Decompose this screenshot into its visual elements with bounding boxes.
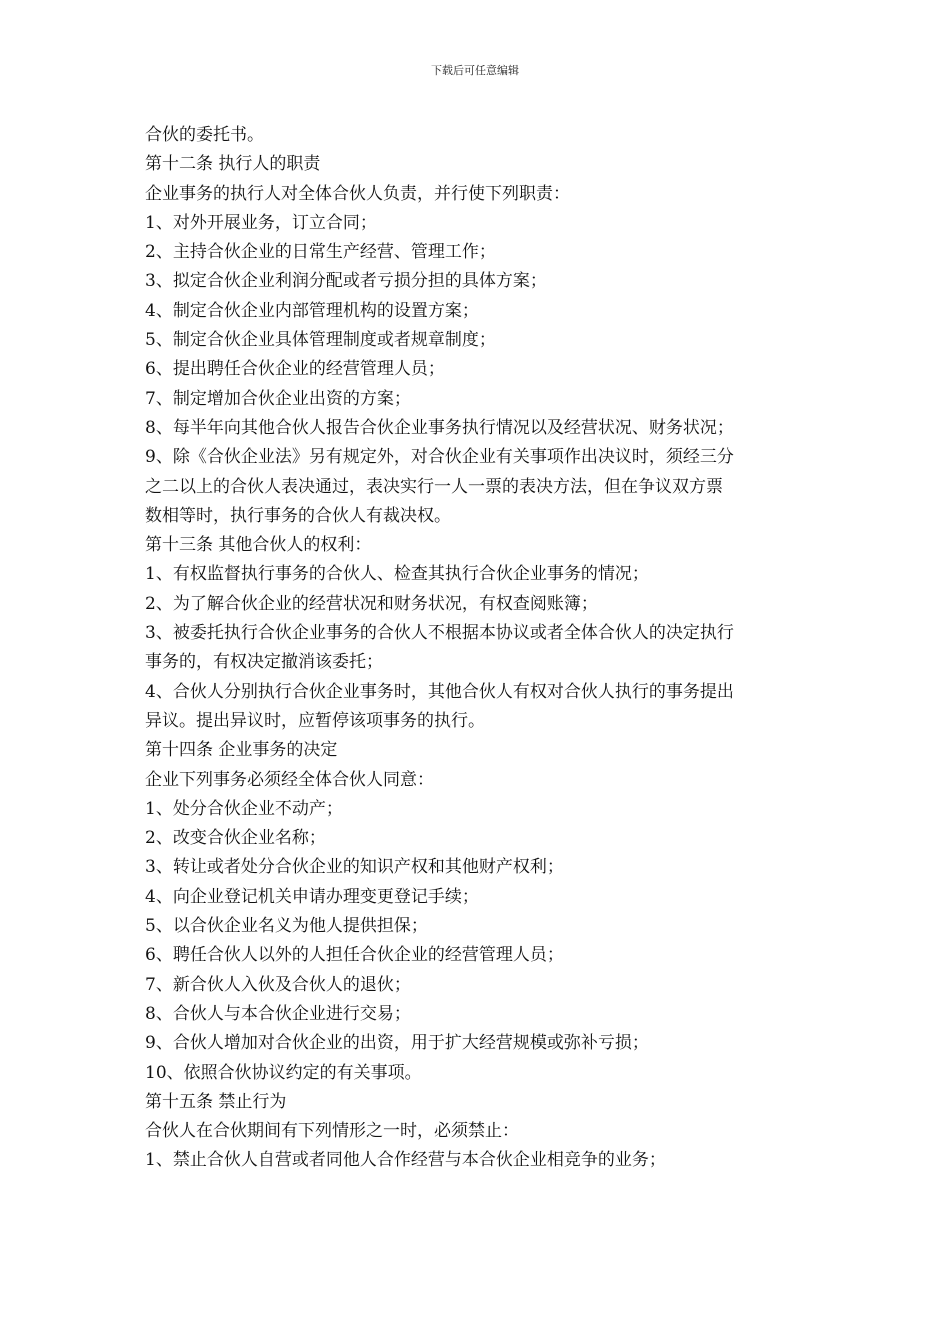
section-heading: 第十四条 企业事务的决定	[145, 740, 338, 761]
list-item: 7、新合伙人入伙及合伙人的退伙；	[145, 974, 411, 995]
list-item: 1、有权监督执行事务的合伙人、检查其执行合伙企业事务的情况；	[145, 564, 649, 585]
list-item: 1、对外开展业务，订立合同；	[145, 212, 377, 233]
list-item: 3、转让或者处分合伙企业的知识产权和其他财产权利；	[145, 857, 564, 878]
list-item: 5、以合伙企业名义为他人提供担保；	[145, 916, 428, 937]
list-item: 4、合伙人分别执行合伙企业事务时，其他合伙人有权对合伙人执行的事务提出	[145, 681, 734, 702]
list-item: 6、提出聘任合伙企业的经营管理人员；	[145, 359, 445, 380]
list-item: 3、被委托执行合伙企业事务的合伙人不根据本协议或者全体合伙人的决定执行	[145, 623, 734, 644]
document-body	[145, 121, 815, 1176]
list-item: 8、合伙人与本合伙企业进行交易；	[145, 1003, 411, 1024]
list-item: 7、制定增加合伙企业出资的方案；	[145, 388, 411, 409]
list-item: 2、为了解合伙企业的经营状况和财务状况，有权查阅账簿；	[145, 593, 598, 614]
list-item: 1、禁止合伙人自营或者同他人合作经营与本合伙企业相竞争的业务；	[145, 1150, 666, 1171]
section-heading: 第十三条 其他合伙人的权利：	[145, 535, 372, 556]
list-item: 1、处分合伙企业不动产；	[145, 798, 343, 819]
section-heading: 第十二条 执行人的职责	[145, 154, 321, 175]
list-item: 8、每半年向其他合伙人报告合伙企业事务执行情况以及经营状况、财务状况；	[145, 417, 734, 438]
text-line: 合伙人在合伙期间有下列情形之一时，必须禁止：	[145, 1121, 519, 1142]
list-item: 6、聘任合伙人以外的人担任合伙企业的经营管理人员；	[145, 945, 564, 966]
text-line: 企业事务的执行人对全体合伙人负责，并行使下列职责：	[145, 183, 570, 204]
text-line: 企业下列事务必须经全体合伙人同意：	[145, 769, 434, 790]
list-item: 9、除《合伙企业法》另有规定外，对合伙企业有关事项作出决议时，须经三分	[145, 447, 734, 468]
list-item: 5、制定合伙企业具体管理制度或者规章制度；	[145, 330, 496, 351]
list-item: 2、改变合伙企业名称；	[145, 828, 326, 849]
section-heading: 第十五条 禁止行为	[145, 1091, 287, 1112]
text-line: 异议。提出异议时，应暂停该项事务的执行。	[145, 710, 485, 731]
text-line: 之二以上的合伙人表决通过，表决实行一人一票的表决方法，但在争议双方票	[145, 476, 723, 497]
list-item: 4、向企业登记机关申请办理变更登记手续；	[145, 886, 479, 907]
list-item: 4、制定合伙企业内部管理机构的设置方案；	[145, 300, 479, 321]
list-item: 2、主持合伙企业的日常生产经营、管理工作；	[145, 242, 496, 263]
list-item: 9、合伙人增加对合伙企业的出资，用于扩大经营规模或弥补亏损；	[145, 1033, 649, 1054]
list-item: 3、拟定合伙企业利润分配或者亏损分担的具体方案；	[145, 271, 547, 292]
list-item: 10、依照合伙协议约定的有关事项。	[145, 1062, 422, 1083]
text-line: 合伙的委托书。	[145, 125, 264, 145]
text-line: 数相等时，执行事务的合伙人有裁决权。	[145, 505, 451, 526]
text-line: 事务的，有权决定撤消该委托；	[145, 652, 383, 673]
page-header: 下载后可任意编辑	[431, 64, 519, 77]
